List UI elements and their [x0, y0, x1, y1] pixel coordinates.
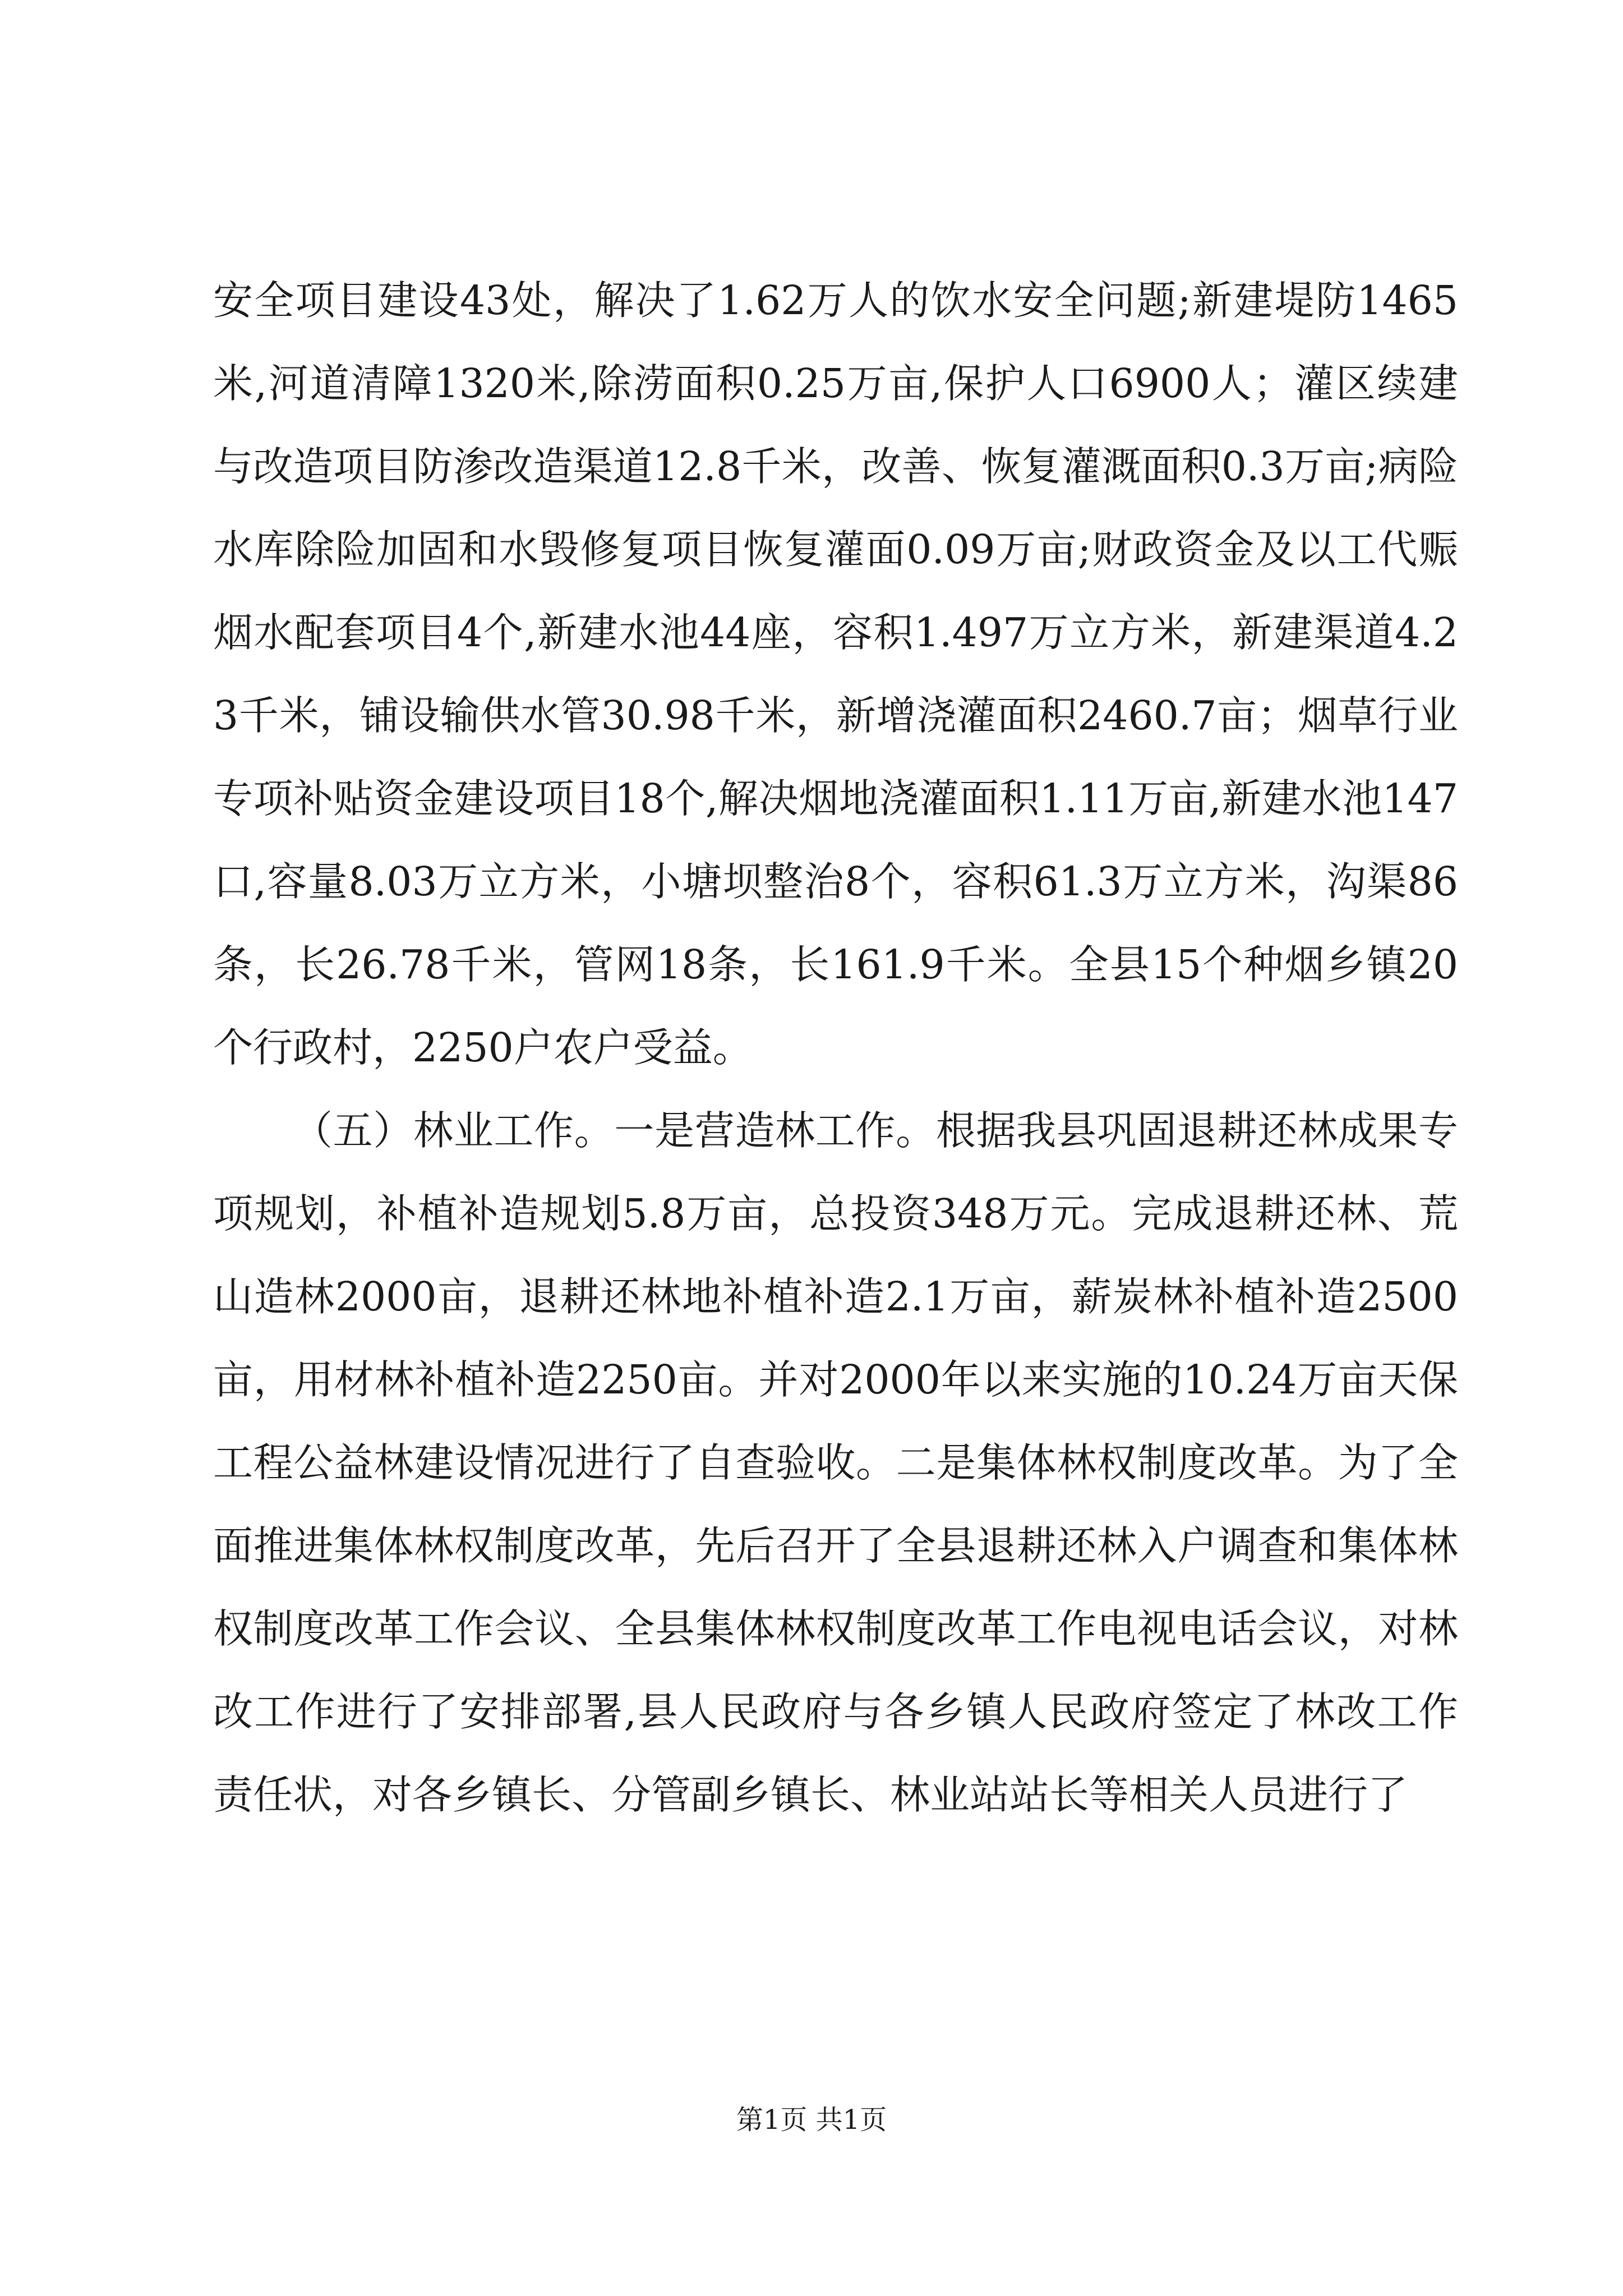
page-footer: 第1页 共1页: [736, 2104, 887, 2136]
document-body: [213, 259, 1458, 1837]
paragraph-forestry-work: （五）林业工作。一是营造林工作。根据我县巩固退耕还林成果专项规划，补植补造规划5.8万亩，总投资348万元。完成退耕还林、荒山造林2000亩，退耕还林地补植补造2.1万亩，薪炭林补植补造2500亩，用材林补植补造2250亩。并对2000年以来实施的10.24万亩天保工程公益林建设情况进行了自查验收。二是集体林权制度改革。为了全面推进集体林权制度改革，先后召开了全县退耕还林入户调查和集体林权制度改革工作会议、全县集体林权制度改革工作电视电话会议，对林改工作进行了安排部署,县人民政府与各乡镇人民政府签定了林改工作责任状，对各乡镇长、分管副乡镇长、林业站站长等相关人员进行了: [213, 1107, 1458, 1818]
paragraph-water-projects: 安全项目建设43处，解决了1.62万人的饮水安全问题;新建堤防1465米,河道清障1320米,除涝面积0.25万亩,保护人口6900人；灌区续建与改造项目防渗改造渠道12.8千米，改善、恢复灌溉面积0.3万亩;病险水库除险加固和水毁修复项目恢复灌面0.09万亩;财政资金及以工代赈烟水配套项目4个,新建水池44座，容积1.497万立方米，新建渠道4.23千米，铺设输供水管30.98千米，新增浇灌面积2460.7亩；烟草行业专项补贴资金建设项目18个,解决烟地浇灌面积1.11万亩,新建水池147口,容量8.03万立方米，小塘坝整治8个，容积61.3万立方米，沟渠86条，长26.78千米，管网18条，长161.9千米。全县15个种烟乡镇20个行政村，2250户农户受益。: [213, 277, 1458, 1071]
